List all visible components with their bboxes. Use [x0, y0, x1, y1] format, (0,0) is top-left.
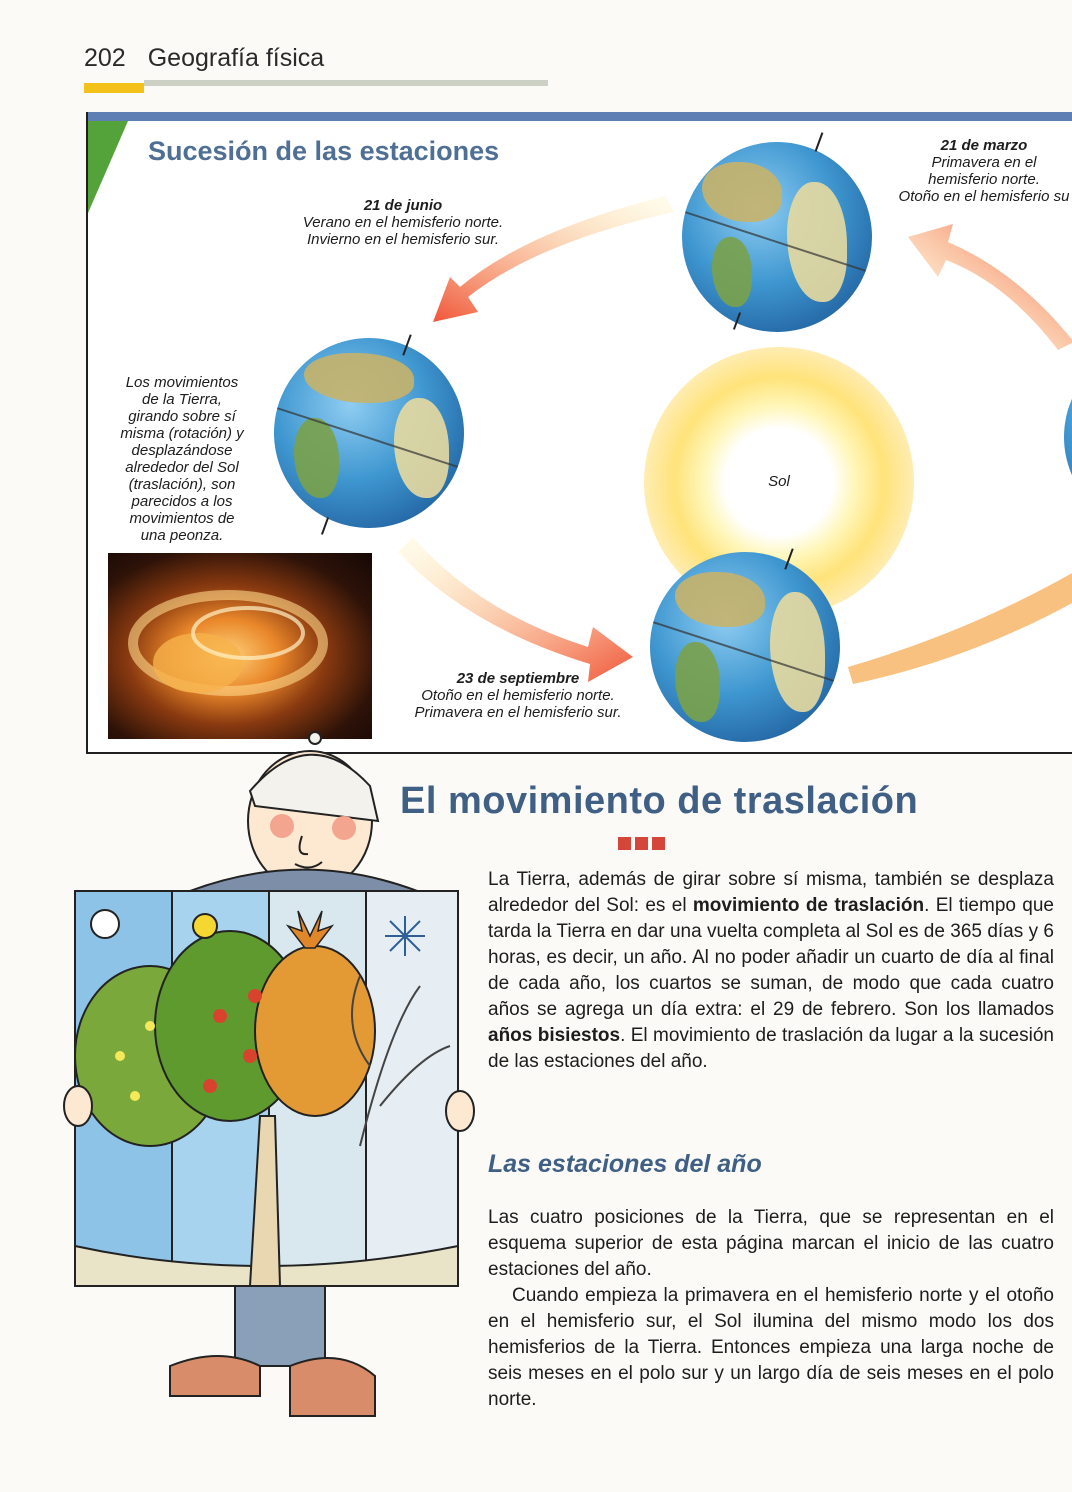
autumn-canopy: [255, 946, 375, 1116]
text-run: . El movimiento de traslación da lugar a la sucesión de las estaciones del año.: [488, 1025, 1054, 1072]
march-line2: hemisferio norte.: [928, 171, 1040, 188]
september-line1: Otoño en el hemisferio norte.: [421, 687, 615, 704]
diagram-title: Sucesión de las estaciones: [148, 136, 500, 166]
march-line1: Primavera en el: [931, 154, 1037, 171]
flower-icon: [91, 910, 119, 938]
caption-line: una peonza.: [140, 527, 224, 544]
june-date: 21 de junio: [363, 197, 443, 214]
boy-right-shoe: [290, 1358, 375, 1416]
bullet-square: [635, 837, 648, 850]
article-title: El movimiento de traslación: [400, 780, 919, 822]
bullet-square: [618, 837, 631, 850]
march-line3: Otoño en el hemisferio su: [898, 188, 1070, 205]
september-date: 23 de septiembre: [456, 670, 580, 687]
title-bullets: [618, 837, 669, 855]
sun-icon: [193, 914, 217, 938]
caption-line: parecidos a los: [131, 493, 233, 510]
paragraph-positions: [488, 1205, 1054, 1283]
caption-line: Los movimientos: [125, 374, 239, 391]
june-line1: Verano en el hemisferio norte.: [302, 214, 504, 231]
paragraph-text: Las cuatro posiciones de la Tierra, que se representan en el esquema superior de esta página marcan el inicio de las cuatro estaciones del año.: [488, 1207, 1054, 1280]
snowflake-icon: [385, 916, 425, 956]
earth-globe-june: [274, 338, 464, 528]
text-run: La Tierra, además de girar sobre sí misma, también se desplaza alrededor del Sol: es el: [488, 869, 1054, 916]
caption-line: desplazándose: [131, 442, 233, 459]
boy-head: [248, 732, 378, 891]
caption-line: alrededor del Sol: [125, 459, 239, 476]
arrow-june-to-september: [398, 537, 633, 682]
paragraph-text: Cuando empieza la primavera en el hemisferio norte y el otoño en el hemisferio sur, el Sol ilumina del mismo modo los dos hemisferios de la Tierra. Entonces empieza una larga noche de seis meses en el polo sur y un largo día de seis meses en el polo norte.: [488, 1285, 1054, 1410]
seasons-diagram: [86, 112, 1072, 754]
sun-label: Sol: [768, 473, 790, 490]
boy-left-hand: [64, 1086, 92, 1126]
season-panel: [75, 891, 458, 1286]
caption-line: misma (rotación) y: [120, 425, 244, 442]
boy-right-hand: [446, 1091, 474, 1131]
spinning-top-photo: [108, 553, 372, 739]
section-subtitle: Las estaciones del año: [488, 1150, 762, 1178]
text-run: . El tiempo que tarda la Tierra en dar una vuelta completa al Sol es de 365 días y 6 horas, es decir, un año. Al no poder añadir un cuarto de día al final de cada año, los cuartos se suman, de modo que cada cuatro años se agrega un día extra: el 29 de febrero. Son los llamados: [488, 895, 1054, 1020]
spinning-top-glow: [108, 553, 372, 739]
term-traslacion: movimiento de traslación: [692, 895, 925, 916]
earth-globe-march: [682, 142, 872, 332]
march-date: 21 de marzo: [940, 137, 1028, 154]
seasons-illustration: [60, 726, 480, 1426]
september-line2: Primavera en el hemisferio sur.: [414, 704, 622, 721]
header-rule-accent: [84, 83, 144, 93]
side-caption: [102, 374, 262, 544]
earth-globe-september: [650, 552, 840, 742]
label-june: [278, 197, 528, 248]
caption-line: movimientos de: [129, 510, 235, 527]
caption-line: (traslación), son: [128, 476, 236, 493]
boy-legs: [235, 1286, 325, 1366]
caption-line: de la Tierra,: [142, 391, 222, 408]
paragraph-intro: [488, 867, 1054, 1075]
label-march: [884, 137, 1072, 205]
june-line2: Invierno en el hemisferio sur.: [306, 231, 500, 248]
page-number: 202: [84, 44, 126, 72]
header-rule: [144, 80, 548, 86]
label-september: [388, 670, 648, 721]
section-name: Geografía física: [147, 44, 325, 72]
paragraph-equinox: [488, 1283, 1054, 1413]
caption-line: girando sobre sí: [128, 408, 236, 425]
arrow-september-to-march: [908, 224, 1072, 350]
bullet-square: [652, 837, 665, 850]
page-header: [84, 44, 324, 73]
boy-left-shoe: [170, 1356, 260, 1396]
term-bisiestos: años bisiestos: [488, 1025, 621, 1046]
